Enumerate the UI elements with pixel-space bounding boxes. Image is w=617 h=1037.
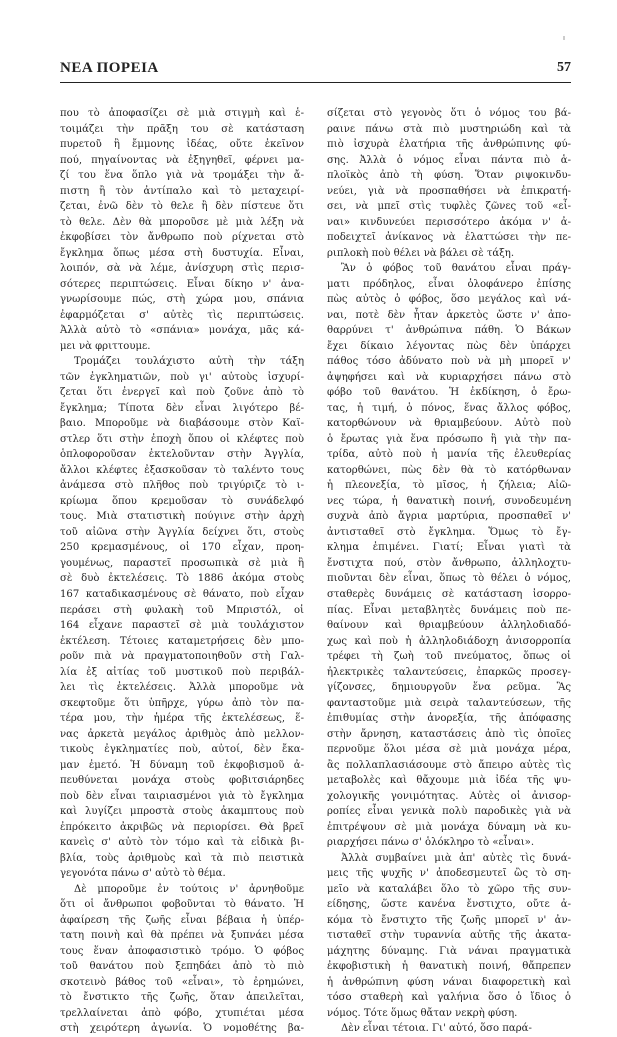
text-line: ἀντισταθεῖ στὸ ἔγκλημα. Ὅμως τὸ ἔγ- <box>327 526 571 538</box>
text-line: είδησης, ὥστε κανένα ἔνστιχτο, οὔτε ἀ- <box>327 899 571 911</box>
text-line: σὲ δυὸ ἐκτελέσεις. Τὸ 1886 ἀκόμα στοὺς <box>60 573 304 585</box>
text-line: κόμα τὸ ἔνστιχτο τῆς ζωῆς μπορεῖ ν' ἀν- <box>327 914 571 926</box>
text-line: μεις τῆς ψυχῆς ν' ἀποδεσμευτεῖ ὣς τὸ ση- <box>327 868 571 880</box>
text-line: ἐκτέλεση. Τέτοιες καταμετρήσεις δὲν μπο- <box>60 635 304 647</box>
left-column <box>60 106 304 1037</box>
text-line: ἀφαίρεση τῆς ζωῆς εἶναι βέβαια ἡ ὑπέρ- <box>60 914 304 926</box>
text-line: μεταβολὲς καὶ θἄχουμε μιὰ ἰδέα τῆς ψυ- <box>327 775 571 787</box>
text-line: πιοῦνται δὲν εἶναι, ὅπως τὸ θέλει ὁ νόμος, <box>327 573 571 585</box>
text-line: πιστη ἢ τὸν ἀντίπαλο καὶ τὸ μεταχειρί- <box>60 185 304 197</box>
text-line: κατορθώνουν νὰ θριαμβεύουν. Αὐτὸ ποὺ <box>327 418 571 430</box>
text-line: ἐπιθυμίας στὴν ἀνορεξία, τῆς ἀπόφασης <box>327 713 571 725</box>
text-line: Ἀλλὰ αὐτὸ τὸ «σπάνια» μονάχα, μᾶς κά- <box>60 325 304 337</box>
text-line: Δὲ μποροῦμε ἐν τούτοις ν' ἀρνηθοῦμε <box>74 883 304 895</box>
text-line: ριαρχήσει πάνω σ' ὁλόκληρο τὸ «εἶναι». <box>327 837 535 849</box>
text-line: τὸ θελε. Δὲν θὰ μποροῦσε μὲ μιὰ λέξη νὰ <box>60 216 304 228</box>
text-line: ἠλεκτρικὲς ταλαντεύσεις, ἐπαρκῶς προσεγ- <box>327 666 571 678</box>
text-line: μαν ἐμετό. Ἡ δύναμη τοῦ ἐκφοβισμοῦ ἀ- <box>60 759 304 771</box>
text-line: τόσο σταθερὴ καὶ γαλήνια ὅσο ὁ ἴδιος ὁ <box>327 992 571 1004</box>
text-line: θαρρύνει τ' ἀνθρώπινα πάθη. Ὁ Βάκων <box>327 325 571 337</box>
text-line: πευθύνεται μονάχα στοὺς φοβιτσιάρηδες <box>60 775 304 787</box>
text-line: Δὲν εἶναι τέτοια. Γι' αὐτό, ὅσο παρά- <box>341 1023 532 1035</box>
text-line: νεύει, γιὰ νὰ προσπαθήσει νὰ ἐπικρατή- <box>327 185 571 197</box>
text-line: τατη ποινὴ καὶ θὰ πρέπει νὰ ξυπνάει μέσα <box>60 930 304 942</box>
text-line: κλημα ἐπιμένει. Γιατί; Εἶναι γιατὶ τὰ <box>327 542 571 554</box>
text-line: τικοὺς ἐγκληματίες ποὺ, αὐτοί, δὲν ἔκα- <box>60 744 304 756</box>
text-line: ἀνάμεσα στὸ πλῆθος ποὺ τριγύριζε τὸ ι- <box>60 480 304 492</box>
text-line: ἐφαρμόζεται σ' αὐτὲς τὶς περιπτώσεις. <box>60 309 304 321</box>
page-header <box>60 58 571 83</box>
text-line: φανταστοῦμε μιὰ σειρὰ ταλαντεύσεων, τῆς <box>327 697 571 709</box>
text-line: 164 εἶχανε παραστεῖ σὲ μιὰ τουλάχιστον <box>60 620 304 632</box>
text-line: ματι πρόδηλος, εἶναι ὁλοφάνερο ἐπίσης <box>327 278 571 290</box>
text-line: νας ἀρκετὰ μεγάλος ἀριθμὸς ἀπὸ μελλον- <box>60 728 304 740</box>
text-line: περάσει στὴ φυλακὴ τοῦ Μπριστόλ, οἱ <box>60 604 304 616</box>
text-line: τὸ ἔνστικτο τῆς ζωῆς, ὅταν ἀπειλεῖται, <box>60 992 304 1004</box>
text-line: λει τὶς ἐκτελέσεις. Ἀλλὰ μποροῦμε νὰ <box>60 682 304 694</box>
text-line: ποδειχτεῖ ἀνίκανος νὰ ἐλαττώσει τὴν πε- <box>327 232 571 244</box>
text-line: γνωρίσουμε πώς, στὴ χώρα μου, σπάνια <box>60 294 304 306</box>
text-line: θαίνουν καὶ θριαμβεύουν ἀλληλοδιαδό- <box>327 620 571 632</box>
text-line: κρίωμα ὅπου κρεμοῦσαν τὸ συνάδελφό <box>60 495 304 507</box>
text-line: μάχητης δύναμης. Γιὰ νάναι πραγματικὰ <box>327 945 571 957</box>
text-line: μεῖο νὰ καταλάβει ὅλο τὸ χῶρο τῆς συν- <box>327 883 571 895</box>
text-line: ἐπρόκειτο ἀκριβῶς νὰ περιορίσει. Θὰ βρεῖ <box>60 821 304 833</box>
text-line: ραινε πάνω στὰ πιὸ μυστηριώδη καὶ τὰ <box>327 123 571 135</box>
text-line: μει νὰ φριττουμε. <box>60 340 151 352</box>
text-line: τας, ἡ τιμή, ὁ πόνος, ἕνας ἄλλος φόβος, <box>327 402 571 414</box>
text-line: πλοϊκὸς ἀπὸ τὴ φύση. Ὅταν ριψοκινδυ- <box>327 170 571 182</box>
text-line: κανεὶς σ' αὐτὸ τὸν τόμο καὶ τὰ εἰδικὰ βι- <box>60 837 304 849</box>
text-line: καὶ λυγίζει μπροστὰ στοὺς ἀκαμπτους ποὺ <box>60 806 304 818</box>
text-line: ἄλλοι κλέφτες ἐξασκοῦσαν τὸ ταλέντο τους <box>60 464 304 476</box>
text-line: τῶν ἐγκληματιῶν, ποὺ γι' αὐτοὺς ἰσχυρί- <box>60 371 304 383</box>
text-line: Ἀλλὰ συμβαίνει μιὰ ἀπ' αὐτὲς τὶς δυνά- <box>341 852 571 864</box>
text-line: Τρομάζει τουλάχιστο αὐτὴ τὴν τάξη <box>74 356 304 368</box>
text-line: στὴ χειρότερη ἀγωνία. Ὁ νομοθέτης βα- <box>60 1023 304 1035</box>
text-line: ποὺ δὲν εἶναι ταιριασμένοι γιὰ τὸ ἔγκλημα <box>60 790 304 802</box>
text-line: ἔγκλημα; Τίποτα δὲν εἶναι λιγότερο βέ- <box>60 402 304 414</box>
text-line: ἐκφοβιστικὴ ἡ θανατικὴ ποινή, θἄπρεπεν <box>327 961 571 973</box>
text-line: ἔγκλημα ὅπως μέσα στὴ δυστυχία. Εἶναι, <box>60 247 304 259</box>
text-line: ἐπιτρέψουν σὲ μιὰ μονάχα δύναμη νὰ κυ- <box>327 821 571 833</box>
text-line: τρελλαίνεται ἀπὸ φόβο, χτυπιέται μέσα <box>60 1007 304 1019</box>
text-line: στλερ ὅτι στὴν ἐποχὴ ὅπου οἱ κλέφτες ποὺ <box>60 433 304 445</box>
page-number: 57 <box>557 60 571 75</box>
text-line: τέρα μου, τὴν ἡμέρα τῆς ἐκτελέσεως, ἕ- <box>60 713 304 725</box>
text-line: σει, νὰ μπεῖ στὶς τυφλὲς ζῶνες τοῦ «εἶ- <box>327 201 571 213</box>
right-column <box>327 106 571 1037</box>
text-line: γίζονσες, δημιουργοῦν ἕνα ρεῦμα. Ἂς <box>327 682 571 694</box>
text-line: ζί του ἕνα ὅπλο γιὰ νὰ τρομάξει τὴν ἄ- <box>60 170 304 182</box>
text-line: γεγονότα πάνω σ' αὐτὸ τὸ θέμα. <box>60 868 226 880</box>
text-line: γουμένως, παραστεῖ προσωπικὰ σὲ μιὰ ἢ <box>60 557 304 569</box>
text-columns <box>60 106 571 1037</box>
text-line: ζεται, ἐνῶ δὲν τὸ θελε ἢ δὲν πίστευε ὅτι <box>60 201 304 213</box>
text-line: Ἂν ὁ φόβος τοῦ θανάτου εἶναι πράγ- <box>341 263 571 275</box>
text-line: ἐκφοβίσει τὸν ἄνθρωπο ποὺ ρίχνεται στὸ <box>60 232 304 244</box>
journal-title: ΝΕΑ ΠΟΡΕΙΑ <box>60 60 159 76</box>
text-line: κατορθώνει, πὼς δὲν θὰ τὸ κατόρθωναν <box>327 464 571 476</box>
text-line: ἀψηφήσει καὶ νὰ κυριαρχήσει πάνω στὸ <box>327 371 571 383</box>
text-line: ζεται ὅτι ἐνεργεῖ καὶ ποὺ ζοῦνε ἀπὸ τὸ <box>60 387 304 399</box>
text-line: περνοῦμε ὅλοι μέσα σὲ μιὰ μονάχα μέρα, <box>327 744 571 756</box>
text-line: ὁ ἔρωτας γιὰ ἕνα πρόσωπο ἢ γιὰ τὴν πα- <box>327 433 571 445</box>
text-line: χως καὶ ποὺ ἡ ἀλληλοδιάδοχη ἀνισορροπία <box>327 635 571 647</box>
text-line: χολογικῆς γονιμότητας. Αὐτὲς οἱ ἀνισορ- <box>327 790 571 802</box>
text-line: φόβο τοῦ θανάτου. Ἡ ἐκδίκηση, ὁ ἔρω- <box>327 387 571 399</box>
text-line: ριπλοκὴ ποὺ θέλει νὰ βάλει σὲ τάξη. <box>327 247 515 259</box>
text-line: τοιμάζει τὴν πρᾶξη του σὲ κατάσταση <box>60 123 304 135</box>
text-line: σκεφτοῦμε ὅτι ὑπῆρχε, γύρω ἀπὸ τὸν πα- <box>60 697 304 709</box>
text-line: πάθος τόσο ἀδύνατο ποὺ νὰ μὴ μπορεῖ ν' <box>327 356 571 368</box>
text-line: σίζεται στὸ γεγονὸς ὅτι ὁ νόμος του βά- <box>327 108 571 119</box>
text-line: ἂς πολλαπλασιάσουμε στὸ ἄπειρο αὐτὲς τὶς <box>327 759 571 771</box>
text-line: πὼς αὐτὸς ὁ φόβος, ὅσο μεγάλος καὶ νά- <box>327 294 571 306</box>
text-line: ἡ πλεονεξία, τὸ μῖσος, ἡ ζήλεια; Αἰῶ- <box>327 480 571 492</box>
text-line: ὁπλοφοροῦσαν ἐκτελοῦνταν στὴν Ἀγγλία, <box>60 449 304 461</box>
text-line: ροπίες εἶναι γενικὰ πολὺ παροδικὲς γιὰ νὰ <box>327 806 571 818</box>
text-line: ροῦν πιὰ νὰ πραγματοποιηθοῦν στὴ Γαλ- <box>60 651 304 663</box>
text-line: ἔχει δίκαιο λέγοντας πὼς δὲν ὑπάρχει <box>327 340 571 352</box>
text-line: ναι, ποτὲ δὲν ἦταν ἀρκετὸς ὥστε ν' ἀπο- <box>327 309 571 321</box>
text-line: τρέφει τὴ ζωὴ τοῦ πνεύματος, ὅπως οἱ <box>327 651 571 663</box>
text-line: 167 καταδικασμένους σὲ θάνατο, ποὺ εἶχαν <box>60 588 304 600</box>
text-line: νες τώρα, ἡ θανατικὴ ποινή, συνοδευμένη <box>327 495 571 507</box>
text-line: βλία, τοὺς ἀριθμοὺς καὶ τὰ πιὸ πειστικὰ <box>60 852 304 864</box>
text-line: τοῦ θανάτου ποὺ ξεπηδάει ἀπὸ τὸ πιὸ <box>60 961 304 973</box>
text-line: που τὸ ἀποφασίζει σὲ μιὰ στιγμὴ καὶ ἑ- <box>60 108 304 119</box>
text-line: ἔνστιχτα πού, στὸν ἄνθρωπο, ἀλληλοχτυ- <box>327 557 571 569</box>
text-line: σης. Ἀλλὰ ὁ νόμος εἶναι πάντα πιὸ ἁ- <box>327 154 571 166</box>
text-line: λοιπόν, σὰ νὰ λέμε, ἀνίσχυρη στὶς περισ- <box>60 263 304 275</box>
text-line: τρίδα, αὐτὸ ποὺ ἡ μανία τῆς ἐλευθερίας <box>327 449 571 461</box>
text-line: τισταθεῖ στὴν τυραννία αὐτῆς τῆς ἀκατα- <box>327 930 571 942</box>
text-line: σταθερὲς δυνάμεις σὲ κατάσταση ἰσορρο- <box>327 588 571 600</box>
text-line: πυρετοῦ ἢ ἔμμονης ἰδέας, οὔτε ἐκεῖνον <box>60 139 304 151</box>
text-line: λία ἐξ αἰτίας τοῦ μυστικοῦ ποὺ περιβάλ- <box>60 666 304 678</box>
text-line: σότερες περιπτώσεις. Εἶναι δίκηο ν' ἀνα- <box>60 278 304 290</box>
scan-mark <box>563 36 565 40</box>
text-line: βαιο. Μποροῦμε νὰ διαβάσουμε στὸν Καϊ- <box>60 418 304 430</box>
text-line: ναι» κινδυνεύει περισσότερο ἀκόμα ν' ἀ- <box>327 216 571 228</box>
text-line: 250 κρεμασμένους, οἱ 170 εἶχαν, προη- <box>60 542 304 554</box>
text-line: ὅτι οἱ ἄνθρωποι φοβοῦνται τὸ θάνατο. Ἡ <box>60 899 304 911</box>
text-line: πίας. Εἶναι μεταβλητὲς δυνάμεις ποὺ πε- <box>327 604 571 616</box>
text-line: τους. Μιὰ στατιστικὴ πούγινε στὴν ἀρχὴ <box>60 511 304 523</box>
text-line: νόμος. Τότε ὅμως θἄταν νεκρὴ φύση. <box>327 1007 518 1019</box>
text-line: ἡ ἀνθρώπινη φύση νάναι διαφορετικὴ καὶ <box>327 976 571 988</box>
text-line: στὴν ἄρνηση, καταστάσεις ἀπὸ τὶς ὁποῖες <box>327 728 571 740</box>
text-line: τοῦ αἰῶνα στὴν Ἀγγλία δείχνει ὅτι, στοὺς <box>60 526 304 538</box>
text-line: συχνὰ ἀπὸ ἄγρια μαρτύρια, προσπαθεῖ ν' <box>327 511 571 523</box>
text-line: τους ἕναν ἀποφασιστικὸ τρόμο. Ὁ φόβος <box>60 945 304 957</box>
text-line: πού, πηγαίνοντας νὰ ἐξηγηθεῖ, φέρνει μα- <box>60 154 304 166</box>
text-line: πιὸ ἰσχυρὰ ἐλατήρια τῆς ἀνθρώπινης φύ- <box>327 139 571 151</box>
text-line: σκοτεινὸ βάθος τοῦ «εἶναι», τὸ ἐρημώνει, <box>60 976 304 988</box>
